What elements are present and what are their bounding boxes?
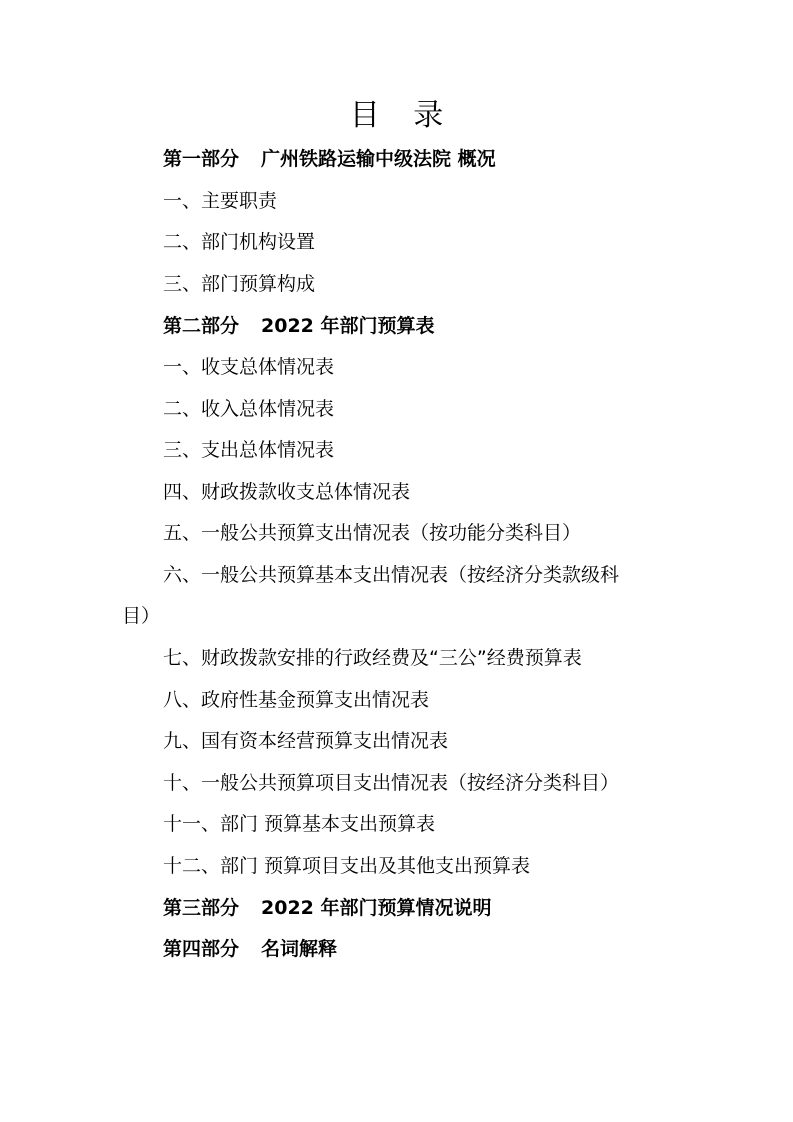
toc-item: 五、一般公共预算支出情况表（按功能分类科目） (163, 522, 582, 544)
part-title: 名词解释 (261, 938, 338, 960)
part-number: 第一部分 (163, 148, 240, 170)
toc-part-4 (163, 936, 337, 962)
toc-item: 八、政府性基金预算支出情况表 (163, 689, 430, 711)
toc-item: 一、收支总体情况表 (163, 356, 335, 378)
toc-item: 三、支出总体情况表 (163, 439, 335, 461)
part-title: 广州铁路运输中级法院 概况 (261, 148, 496, 170)
part-title: 2022 年部门预算情况说明 (261, 897, 492, 919)
toc-item: 十、一般公共预算项目支出情况表（按经济分类科目） (163, 772, 620, 794)
part-number: 第二部分 (163, 315, 240, 337)
toc-item: 三、部门预算构成 (163, 273, 316, 295)
toc-item: 二、收入总体情况表 (163, 398, 335, 420)
toc-item: 七、财政拨款安排的行政经费及“三公”经费预算表 (163, 647, 582, 669)
part-title: 2022 年部门预算表 (261, 315, 435, 337)
part-number: 第三部分 (163, 897, 240, 919)
toc-part-1 (163, 146, 496, 172)
toc-part-2 (163, 313, 435, 339)
page-title: 目 录 (349, 98, 456, 133)
toc-item: 一、主要职责 (163, 190, 278, 212)
toc-item-line1: 六、一般公共预算基本支出情况表（按经济分类款级科 (163, 564, 620, 586)
toc-item: 四、财政拨款收支总体情况表 (163, 481, 411, 503)
toc-item: 九、国有资本经营预算支出情况表 (163, 730, 449, 752)
toc-item: 二、部门机构设置 (163, 231, 316, 253)
toc-part-3 (163, 895, 492, 921)
toc-item: 十一、部门 预算基本支出预算表 (163, 813, 436, 835)
toc-item: 十二、部门 预算项目支出及其他支出预算表 (163, 855, 531, 877)
part-number: 第四部分 (163, 938, 240, 960)
toc-item-line2: 目） (122, 605, 161, 627)
